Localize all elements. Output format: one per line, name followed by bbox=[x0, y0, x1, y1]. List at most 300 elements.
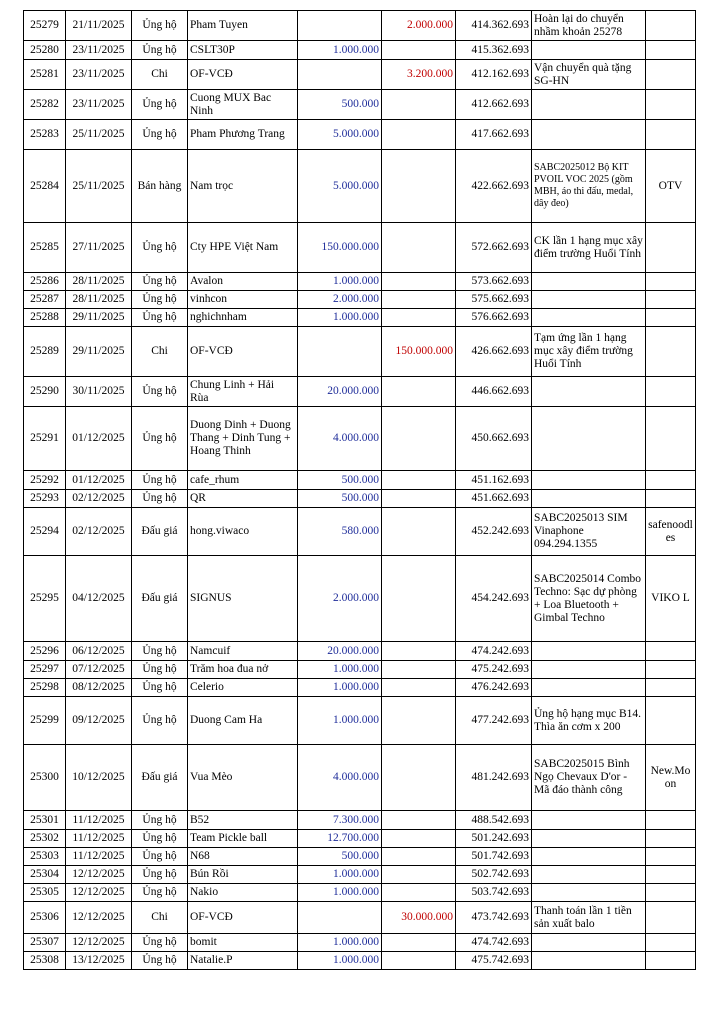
table-row bbox=[24, 471, 696, 490]
row-extra bbox=[646, 490, 696, 508]
row-name: OF-VCĐ bbox=[188, 327, 298, 377]
table-row bbox=[24, 952, 696, 970]
row-balance: 477.242.693 bbox=[456, 697, 532, 745]
row-extra bbox=[646, 471, 696, 490]
row-note bbox=[532, 642, 646, 661]
row-balance: 476.242.693 bbox=[456, 679, 532, 697]
row-id: 25296 bbox=[24, 642, 66, 661]
row-name: CSLT30P bbox=[188, 41, 298, 60]
row-balance: 503.742.693 bbox=[456, 884, 532, 902]
row-name: B52 bbox=[188, 811, 298, 830]
row-income: 150.000.000 bbox=[298, 223, 382, 273]
row-expense bbox=[382, 41, 456, 60]
row-note: Tạm ứng lần 1 hạng mục xây điểm trường Huổi Tính bbox=[532, 327, 646, 377]
row-id: 25291 bbox=[24, 407, 66, 471]
row-date: 02/12/2025 bbox=[66, 508, 132, 556]
row-date: 23/11/2025 bbox=[66, 60, 132, 90]
row-income bbox=[298, 60, 382, 90]
row-id: 25305 bbox=[24, 884, 66, 902]
table-row bbox=[24, 697, 696, 745]
row-extra bbox=[646, 291, 696, 309]
row-id: 25306 bbox=[24, 902, 66, 934]
table-row bbox=[24, 884, 696, 902]
row-id: 25292 bbox=[24, 471, 66, 490]
row-balance: 414.362.693 bbox=[456, 11, 532, 41]
row-balance: 422.662.693 bbox=[456, 150, 532, 223]
table-row bbox=[24, 309, 696, 327]
row-note bbox=[532, 848, 646, 866]
row-note bbox=[532, 490, 646, 508]
row-date: 11/12/2025 bbox=[66, 830, 132, 848]
row-type: Ủng hộ bbox=[132, 679, 188, 697]
table-row bbox=[24, 291, 696, 309]
row-id: 25279 bbox=[24, 11, 66, 41]
row-id: 25286 bbox=[24, 273, 66, 291]
row-expense bbox=[382, 848, 456, 866]
row-note: Ủng hộ hạng mục B14. Thìa ăn cơm x 200 bbox=[532, 697, 646, 745]
row-type: Ủng hộ bbox=[132, 848, 188, 866]
row-date: 02/12/2025 bbox=[66, 490, 132, 508]
row-expense bbox=[382, 150, 456, 223]
row-date: 29/11/2025 bbox=[66, 309, 132, 327]
row-note: SABC2025013 SIM Vinaphone 094.294.1355 bbox=[532, 508, 646, 556]
row-balance: 501.742.693 bbox=[456, 848, 532, 866]
row-name: SIGNUS bbox=[188, 556, 298, 642]
table-row bbox=[24, 866, 696, 884]
table-row bbox=[24, 120, 696, 150]
row-expense bbox=[382, 407, 456, 471]
row-balance: 575.662.693 bbox=[456, 291, 532, 309]
row-type: Ủng hộ bbox=[132, 811, 188, 830]
row-date: 30/11/2025 bbox=[66, 377, 132, 407]
row-balance: 412.162.693 bbox=[456, 60, 532, 90]
row-id: 25287 bbox=[24, 291, 66, 309]
row-name: Cuong MUX Bac Ninh bbox=[188, 90, 298, 120]
row-type: Đấu giá bbox=[132, 556, 188, 642]
row-date: 06/12/2025 bbox=[66, 642, 132, 661]
row-expense bbox=[382, 697, 456, 745]
row-note bbox=[532, 866, 646, 884]
row-date: 23/11/2025 bbox=[66, 41, 132, 60]
row-note: SABC2025012 Bộ KIT PVOIL VOC 2025 (gồm MBH, áo thi đấu, medal, dây đeo) bbox=[532, 150, 646, 223]
row-name: Pham Phương Trang bbox=[188, 120, 298, 150]
row-extra bbox=[646, 679, 696, 697]
row-name: vinhcon bbox=[188, 291, 298, 309]
row-type: Ủng hộ bbox=[132, 309, 188, 327]
row-note bbox=[532, 407, 646, 471]
row-id: 25299 bbox=[24, 697, 66, 745]
row-extra bbox=[646, 11, 696, 41]
row-id: 25284 bbox=[24, 150, 66, 223]
row-note: Hoàn lại do chuyển nhầm khoản 25278 bbox=[532, 11, 646, 41]
row-name: Chung Linh + Hải Rùa bbox=[188, 377, 298, 407]
row-type: Ủng hộ bbox=[132, 291, 188, 309]
row-income: 1.000.000 bbox=[298, 884, 382, 902]
row-name: Team Pickle ball bbox=[188, 830, 298, 848]
row-balance: 450.662.693 bbox=[456, 407, 532, 471]
row-name: OF-VCĐ bbox=[188, 902, 298, 934]
row-extra bbox=[646, 327, 696, 377]
table-row bbox=[24, 556, 696, 642]
row-income: 1.000.000 bbox=[298, 679, 382, 697]
row-id: 25294 bbox=[24, 508, 66, 556]
row-extra bbox=[646, 309, 696, 327]
row-income: 20.000.000 bbox=[298, 642, 382, 661]
row-name: Pham Tuyen bbox=[188, 11, 298, 41]
row-note bbox=[532, 291, 646, 309]
row-id: 25281 bbox=[24, 60, 66, 90]
row-extra bbox=[646, 952, 696, 970]
row-balance: 415.362.693 bbox=[456, 41, 532, 60]
row-income: 7.300.000 bbox=[298, 811, 382, 830]
row-type: Ủng hộ bbox=[132, 490, 188, 508]
row-type: Ủng hộ bbox=[132, 952, 188, 970]
row-date: 13/12/2025 bbox=[66, 952, 132, 970]
row-extra bbox=[646, 90, 696, 120]
row-expense bbox=[382, 952, 456, 970]
row-income: 500.000 bbox=[298, 471, 382, 490]
row-extra bbox=[646, 830, 696, 848]
row-income: 12.700.000 bbox=[298, 830, 382, 848]
row-type: Ủng hộ bbox=[132, 223, 188, 273]
row-id: 25301 bbox=[24, 811, 66, 830]
row-note: Vận chuyển quà tặng SG-HN bbox=[532, 60, 646, 90]
row-expense bbox=[382, 661, 456, 679]
row-expense bbox=[382, 490, 456, 508]
row-id: 25282 bbox=[24, 90, 66, 120]
row-id: 25283 bbox=[24, 120, 66, 150]
row-income: 20.000.000 bbox=[298, 377, 382, 407]
row-expense bbox=[382, 679, 456, 697]
row-name: bomit bbox=[188, 934, 298, 952]
row-income: 5.000.000 bbox=[298, 150, 382, 223]
row-name: Cty HPE Việt Nam bbox=[188, 223, 298, 273]
row-name: Duong Cam Ha bbox=[188, 697, 298, 745]
row-expense: 30.000.000 bbox=[382, 902, 456, 934]
table-row bbox=[24, 150, 696, 223]
row-expense bbox=[382, 934, 456, 952]
row-extra bbox=[646, 377, 696, 407]
row-income: 580.000 bbox=[298, 508, 382, 556]
row-type: Đấu giá bbox=[132, 508, 188, 556]
row-balance: 573.662.693 bbox=[456, 273, 532, 291]
table-row bbox=[24, 407, 696, 471]
row-extra bbox=[646, 848, 696, 866]
row-date: 27/11/2025 bbox=[66, 223, 132, 273]
row-type: Ủng hộ bbox=[132, 273, 188, 291]
row-type: Ủng hộ bbox=[132, 661, 188, 679]
row-income: 1.000.000 bbox=[298, 866, 382, 884]
row-extra bbox=[646, 884, 696, 902]
row-date: 21/11/2025 bbox=[66, 11, 132, 41]
row-note bbox=[532, 309, 646, 327]
row-balance: 576.662.693 bbox=[456, 309, 532, 327]
row-id: 25280 bbox=[24, 41, 66, 60]
row-name: OF-VCĐ bbox=[188, 60, 298, 90]
row-balance: 572.662.693 bbox=[456, 223, 532, 273]
row-note bbox=[532, 934, 646, 952]
row-date: 25/11/2025 bbox=[66, 150, 132, 223]
table-row bbox=[24, 661, 696, 679]
row-income bbox=[298, 11, 382, 41]
row-name: nghichnham bbox=[188, 309, 298, 327]
row-extra bbox=[646, 273, 696, 291]
row-date: 28/11/2025 bbox=[66, 291, 132, 309]
row-date: 11/12/2025 bbox=[66, 848, 132, 866]
row-note: SABC2025015 Bình Ngọ Chevaux D'or - Mã đáo thành công bbox=[532, 745, 646, 811]
row-extra bbox=[646, 407, 696, 471]
row-balance: 474.742.693 bbox=[456, 934, 532, 952]
row-id: 25297 bbox=[24, 661, 66, 679]
row-balance: 452.242.693 bbox=[456, 508, 532, 556]
row-note bbox=[532, 830, 646, 848]
table-row bbox=[24, 679, 696, 697]
row-type: Ủng hộ bbox=[132, 642, 188, 661]
row-name: Trăm hoa đua nở bbox=[188, 661, 298, 679]
row-expense bbox=[382, 508, 456, 556]
row-date: 09/12/2025 bbox=[66, 697, 132, 745]
row-name: hong.viwaco bbox=[188, 508, 298, 556]
row-balance: 417.662.693 bbox=[456, 120, 532, 150]
row-income: 5.000.000 bbox=[298, 120, 382, 150]
row-expense bbox=[382, 90, 456, 120]
row-type: Chi bbox=[132, 902, 188, 934]
row-expense: 150.000.000 bbox=[382, 327, 456, 377]
row-id: 25289 bbox=[24, 327, 66, 377]
row-extra: New.Moon bbox=[646, 745, 696, 811]
row-note: SABC2025014 Combo Techno: Sạc dự phòng + Loa Bluetooth + Gimbal Techno bbox=[532, 556, 646, 642]
row-name: Celerio bbox=[188, 679, 298, 697]
row-balance: 426.662.693 bbox=[456, 327, 532, 377]
table-row bbox=[24, 327, 696, 377]
row-name: Vua Mèo bbox=[188, 745, 298, 811]
row-type: Ủng hộ bbox=[132, 41, 188, 60]
ledger-table bbox=[23, 10, 696, 970]
row-type: Chi bbox=[132, 60, 188, 90]
row-expense bbox=[382, 745, 456, 811]
row-name: Bún Rồi bbox=[188, 866, 298, 884]
table-row bbox=[24, 642, 696, 661]
row-note bbox=[532, 471, 646, 490]
row-extra: safenoodles bbox=[646, 508, 696, 556]
row-type: Ủng hộ bbox=[132, 377, 188, 407]
row-expense bbox=[382, 556, 456, 642]
row-expense bbox=[382, 811, 456, 830]
row-date: 12/12/2025 bbox=[66, 866, 132, 884]
row-extra bbox=[646, 697, 696, 745]
row-date: 01/12/2025 bbox=[66, 407, 132, 471]
row-extra bbox=[646, 60, 696, 90]
row-name: Natalie.P bbox=[188, 952, 298, 970]
row-income: 1.000.000 bbox=[298, 934, 382, 952]
row-note bbox=[532, 811, 646, 830]
row-extra bbox=[646, 642, 696, 661]
row-id: 25302 bbox=[24, 830, 66, 848]
row-income: 500.000 bbox=[298, 90, 382, 120]
row-name: N68 bbox=[188, 848, 298, 866]
row-balance: 475.742.693 bbox=[456, 952, 532, 970]
row-expense bbox=[382, 866, 456, 884]
row-expense bbox=[382, 291, 456, 309]
row-name: Namcuif bbox=[188, 642, 298, 661]
row-id: 25298 bbox=[24, 679, 66, 697]
row-extra bbox=[646, 866, 696, 884]
row-date: 12/12/2025 bbox=[66, 902, 132, 934]
row-note bbox=[532, 679, 646, 697]
row-date: 01/12/2025 bbox=[66, 471, 132, 490]
row-balance: 446.662.693 bbox=[456, 377, 532, 407]
table-row bbox=[24, 11, 696, 41]
row-name: QR bbox=[188, 490, 298, 508]
row-balance: 451.662.693 bbox=[456, 490, 532, 508]
row-id: 25307 bbox=[24, 934, 66, 952]
row-income: 2.000.000 bbox=[298, 291, 382, 309]
row-id: 25288 bbox=[24, 309, 66, 327]
row-type: Ủng hộ bbox=[132, 934, 188, 952]
row-expense bbox=[382, 273, 456, 291]
table-row bbox=[24, 90, 696, 120]
row-income: 500.000 bbox=[298, 490, 382, 508]
row-extra bbox=[646, 934, 696, 952]
row-note: Thanh toán lần 1 tiền sản xuất balo bbox=[532, 902, 646, 934]
row-expense: 3.200.000 bbox=[382, 60, 456, 90]
row-type: Ủng hộ bbox=[132, 90, 188, 120]
row-expense bbox=[382, 830, 456, 848]
row-income bbox=[298, 327, 382, 377]
table-row bbox=[24, 490, 696, 508]
row-name: Nakio bbox=[188, 884, 298, 902]
row-id: 25304 bbox=[24, 866, 66, 884]
row-note bbox=[532, 377, 646, 407]
row-balance: 412.662.693 bbox=[456, 90, 532, 120]
row-expense bbox=[382, 377, 456, 407]
row-income: 1.000.000 bbox=[298, 41, 382, 60]
row-id: 25285 bbox=[24, 223, 66, 273]
table-row bbox=[24, 745, 696, 811]
row-income: 1.000.000 bbox=[298, 273, 382, 291]
row-name: cafe_rhum bbox=[188, 471, 298, 490]
row-extra bbox=[646, 41, 696, 60]
row-balance: 481.242.693 bbox=[456, 745, 532, 811]
row-date: 23/11/2025 bbox=[66, 90, 132, 120]
row-name: Avalon bbox=[188, 273, 298, 291]
row-balance: 451.162.693 bbox=[456, 471, 532, 490]
row-date: 10/12/2025 bbox=[66, 745, 132, 811]
row-date: 25/11/2025 bbox=[66, 120, 132, 150]
row-expense bbox=[382, 642, 456, 661]
table-row bbox=[24, 223, 696, 273]
row-date: 04/12/2025 bbox=[66, 556, 132, 642]
row-type: Ủng hộ bbox=[132, 120, 188, 150]
row-date: 07/12/2025 bbox=[66, 661, 132, 679]
table-row bbox=[24, 60, 696, 90]
row-type: Ủng hộ bbox=[132, 407, 188, 471]
table-row bbox=[24, 830, 696, 848]
row-type: Đấu giá bbox=[132, 745, 188, 811]
row-income: 1.000.000 bbox=[298, 952, 382, 970]
row-type: Bán hàng bbox=[132, 150, 188, 223]
table-row bbox=[24, 902, 696, 934]
table-row bbox=[24, 273, 696, 291]
row-balance: 475.242.693 bbox=[456, 661, 532, 679]
row-income: 2.000.000 bbox=[298, 556, 382, 642]
row-note bbox=[532, 884, 646, 902]
row-income bbox=[298, 902, 382, 934]
row-balance: 501.242.693 bbox=[456, 830, 532, 848]
row-income: 1.000.000 bbox=[298, 309, 382, 327]
row-income: 1.000.000 bbox=[298, 697, 382, 745]
row-date: 08/12/2025 bbox=[66, 679, 132, 697]
row-date: 12/12/2025 bbox=[66, 884, 132, 902]
row-type: Ủng hộ bbox=[132, 866, 188, 884]
row-note bbox=[532, 41, 646, 60]
row-note bbox=[532, 273, 646, 291]
row-expense bbox=[382, 309, 456, 327]
row-balance: 474.242.693 bbox=[456, 642, 532, 661]
row-date: 29/11/2025 bbox=[66, 327, 132, 377]
row-balance: 454.242.693 bbox=[456, 556, 532, 642]
table-row bbox=[24, 848, 696, 866]
row-note bbox=[532, 661, 646, 679]
row-date: 12/12/2025 bbox=[66, 934, 132, 952]
row-income: 1.000.000 bbox=[298, 661, 382, 679]
row-note bbox=[532, 90, 646, 120]
row-type: Ủng hộ bbox=[132, 11, 188, 41]
row-id: 25290 bbox=[24, 377, 66, 407]
row-type: Chi bbox=[132, 327, 188, 377]
row-note: CK lần 1 hạng mục xây điểm trường Huổi Tính bbox=[532, 223, 646, 273]
row-note bbox=[532, 120, 646, 150]
row-date: 28/11/2025 bbox=[66, 273, 132, 291]
row-extra bbox=[646, 661, 696, 679]
row-extra bbox=[646, 811, 696, 830]
row-id: 25293 bbox=[24, 490, 66, 508]
table-row bbox=[24, 377, 696, 407]
row-type: Ủng hộ bbox=[132, 471, 188, 490]
row-expense bbox=[382, 884, 456, 902]
row-extra bbox=[646, 223, 696, 273]
row-name: Duong Dinh + Duong Thang + Dinh Tung + Hoang Thinh bbox=[188, 407, 298, 471]
row-type: Ủng hộ bbox=[132, 697, 188, 745]
row-id: 25308 bbox=[24, 952, 66, 970]
row-id: 25295 bbox=[24, 556, 66, 642]
row-id: 25303 bbox=[24, 848, 66, 866]
row-date: 11/12/2025 bbox=[66, 811, 132, 830]
row-balance: 488.542.693 bbox=[456, 811, 532, 830]
row-extra: OTV bbox=[646, 150, 696, 223]
row-type: Ủng hộ bbox=[132, 830, 188, 848]
table-row bbox=[24, 41, 696, 60]
row-id: 25300 bbox=[24, 745, 66, 811]
row-type: Ủng hộ bbox=[132, 884, 188, 902]
row-expense bbox=[382, 471, 456, 490]
row-note bbox=[532, 952, 646, 970]
row-expense: 2.000.000 bbox=[382, 11, 456, 41]
row-expense bbox=[382, 223, 456, 273]
table-row bbox=[24, 508, 696, 556]
row-balance: 502.742.693 bbox=[456, 866, 532, 884]
row-name: Nam trọc bbox=[188, 150, 298, 223]
table-row bbox=[24, 811, 696, 830]
row-extra bbox=[646, 120, 696, 150]
row-income: 4.000.000 bbox=[298, 407, 382, 471]
ledger-body bbox=[24, 11, 696, 970]
row-income: 4.000.000 bbox=[298, 745, 382, 811]
row-balance: 473.742.693 bbox=[456, 902, 532, 934]
row-extra bbox=[646, 902, 696, 934]
table-row bbox=[24, 934, 696, 952]
row-expense bbox=[382, 120, 456, 150]
